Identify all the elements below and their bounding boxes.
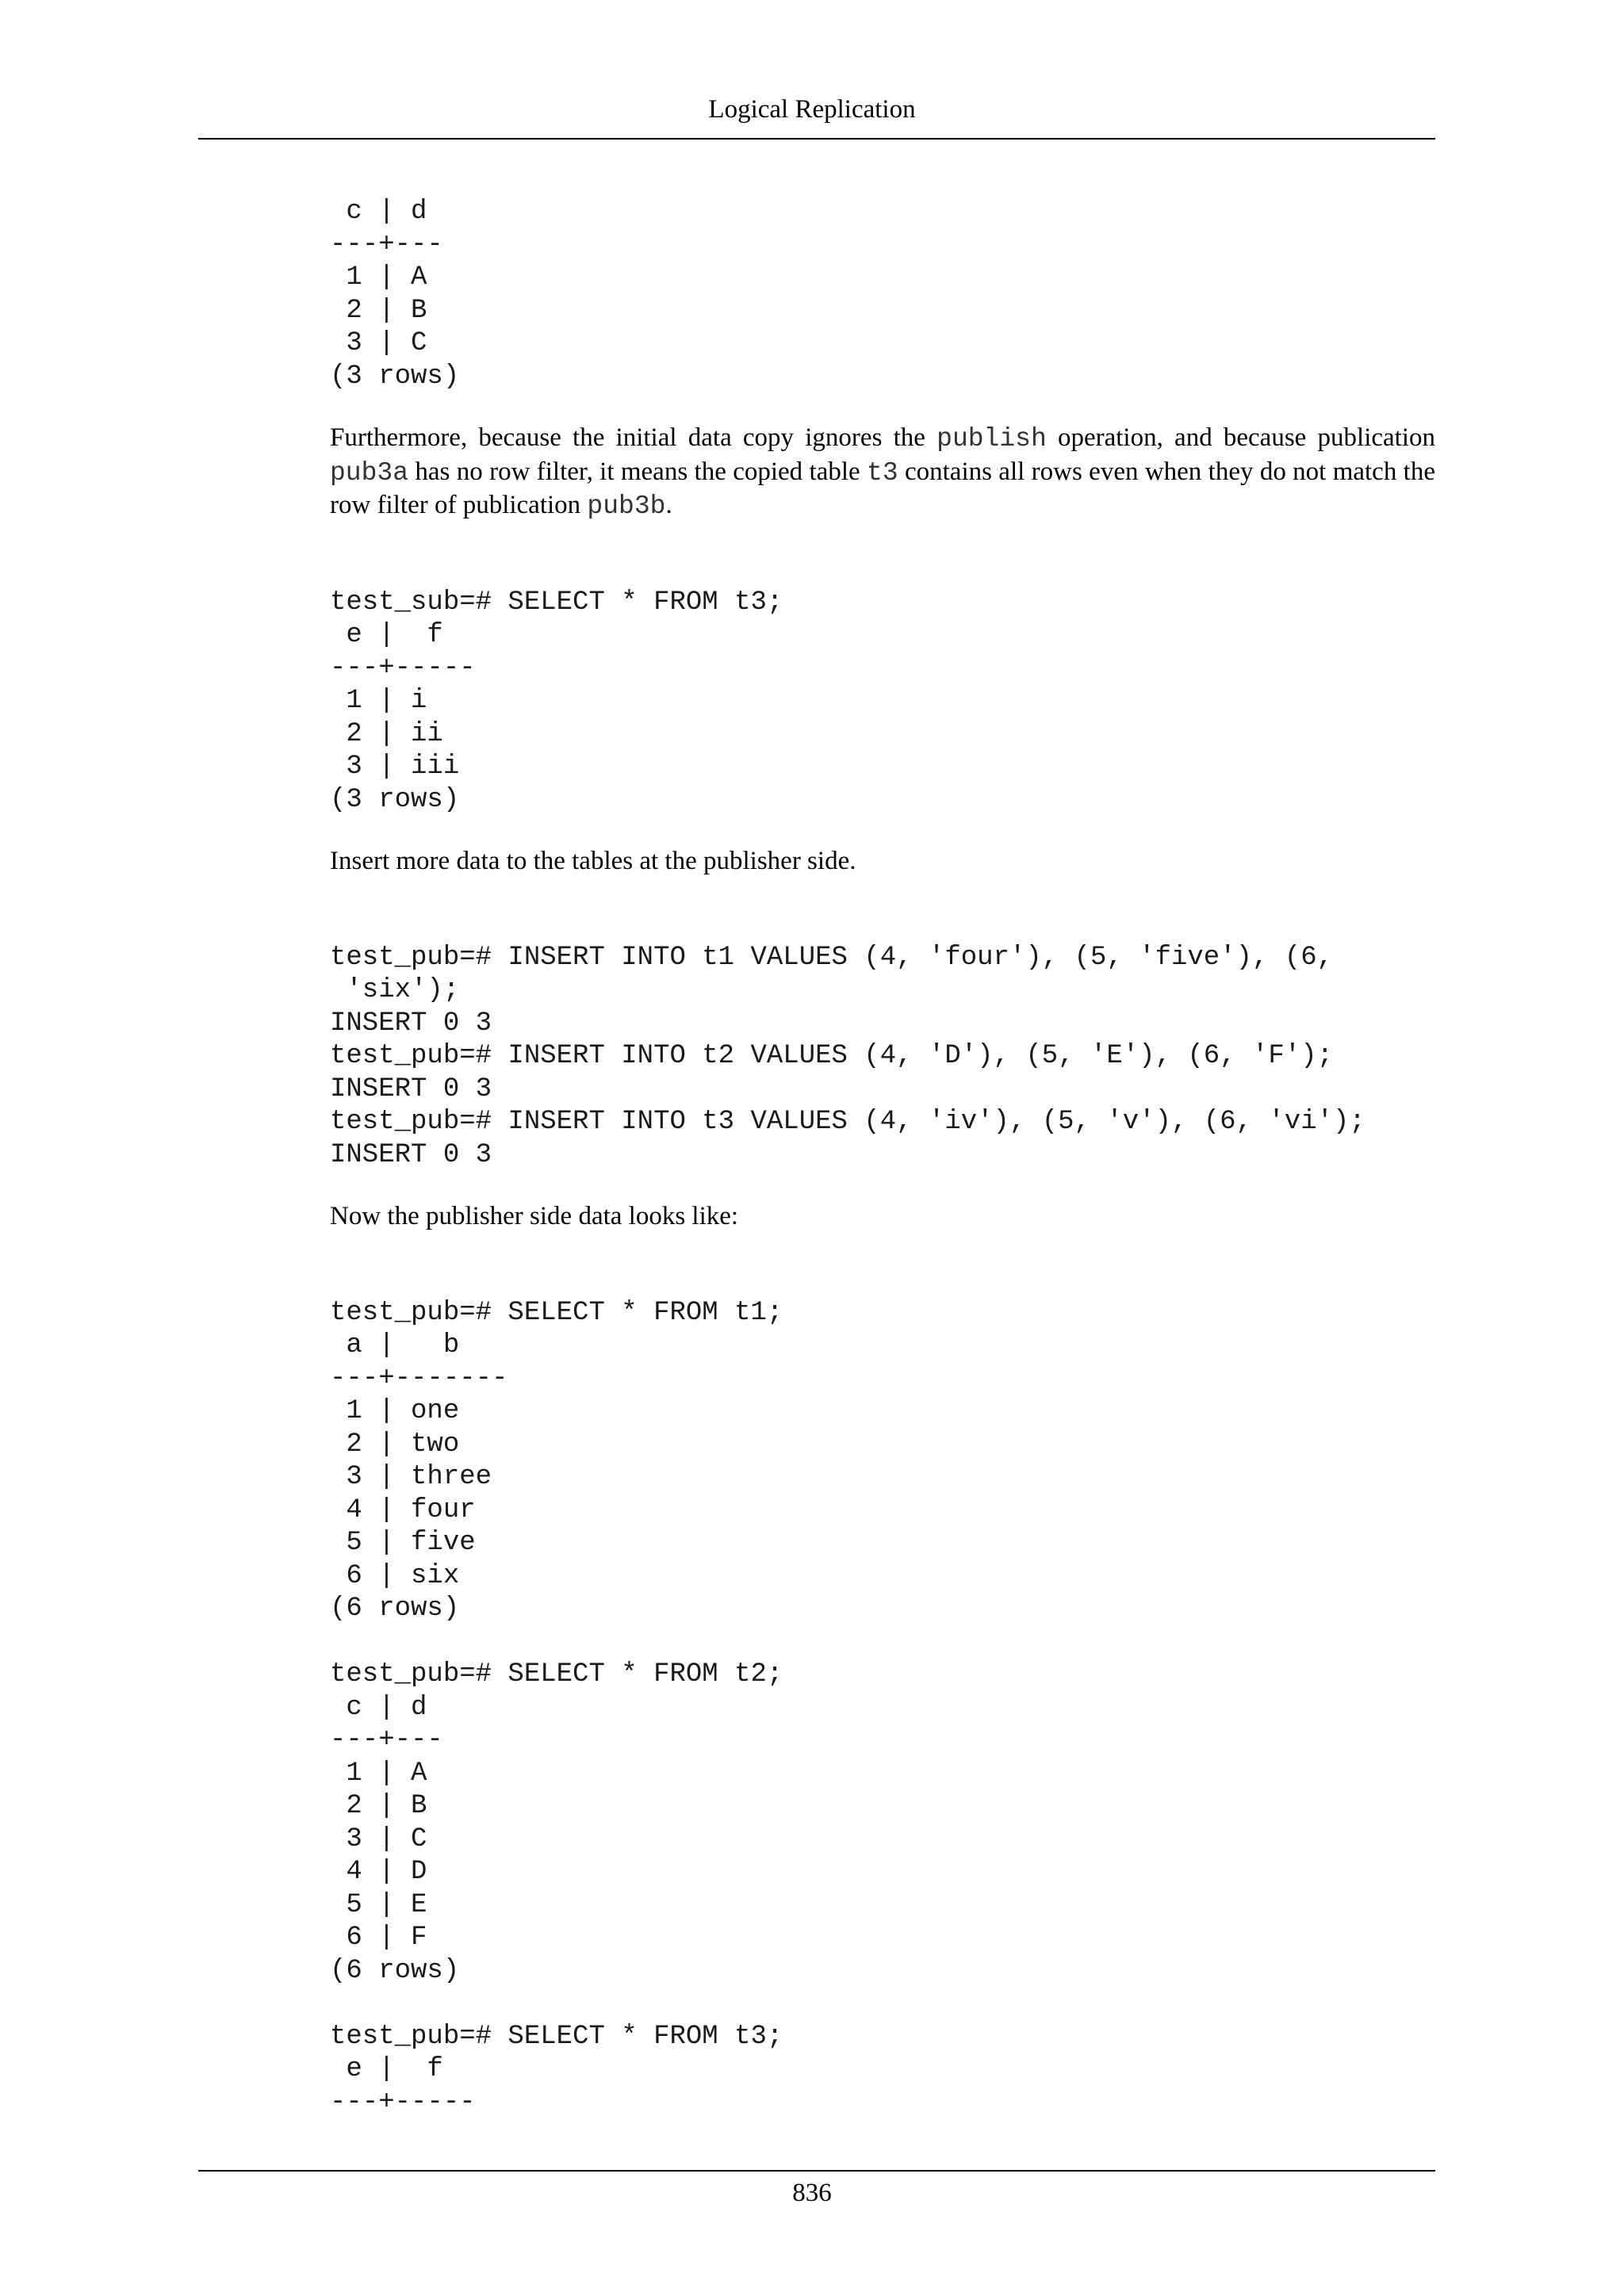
code-block-t2-result: c | d ---+--- 1 | A 2 | B 3 | C (3 rows) (330, 197, 460, 392)
inline-code-t3: t3 (867, 457, 898, 488)
header-rule (198, 138, 1435, 140)
inline-code-pub3a: pub3a (330, 457, 409, 488)
page-number: 836 (792, 2179, 832, 2207)
code-block-pub-selects: test_pub=# SELECT * FROM t1; a | b ---+------- 1 | one 2 | two 3 | three 4 | four 5 | five 6 | six (6 rows) test_pub=# SELECT * FROM t2; c | d ---+--- 1 | A 2 | B 3 | C 4 | D 5 | E 6 | F (6 rows) test_pub=# SELECT * FROM t3; e | f ---+----- (330, 1297, 783, 2118)
paragraph-insert-more: Insert more data to the tables at the publisher side. (330, 847, 856, 875)
page-content (330, 196, 1435, 2119)
inline-code-publish: publish (936, 424, 1047, 453)
inline-code-pub3b: pub3b (587, 492, 666, 521)
paragraph-initial-copy: Furthermore, because the initial data copy ignores the publish operation, and because publication pub3a has no row filter, it means the copied table t3 contains all rows even when they do not match the row filter of publication pub3b. (330, 423, 1436, 521)
code-block-sub-t3: test_sub=# SELECT * FROM t3; e | f ---+----- 1 | i 2 | ii 3 | iii (3 rows) (330, 587, 783, 815)
footer-rule (198, 2170, 1435, 2172)
paragraph-publisher-data: Now the publisher side data looks like: (330, 1202, 739, 1230)
code-block-inserts: test_pub=# INSERT INTO t1 VALUES (4, 'four'), (5, 'five'), (6, 'six'); INSERT 0 3 test_pub=# INSERT INTO t2 VALUES (4, 'D'), (5, 'E'), (6, 'F'); INSERT 0 3 test_pub=# INSERT INTO t3 VALUES (4, 'iv'), (5, 'v'), (6, 'vi'); INSERT 0 3 (330, 942, 1365, 1170)
running-header: Logical Replication (708, 95, 916, 124)
